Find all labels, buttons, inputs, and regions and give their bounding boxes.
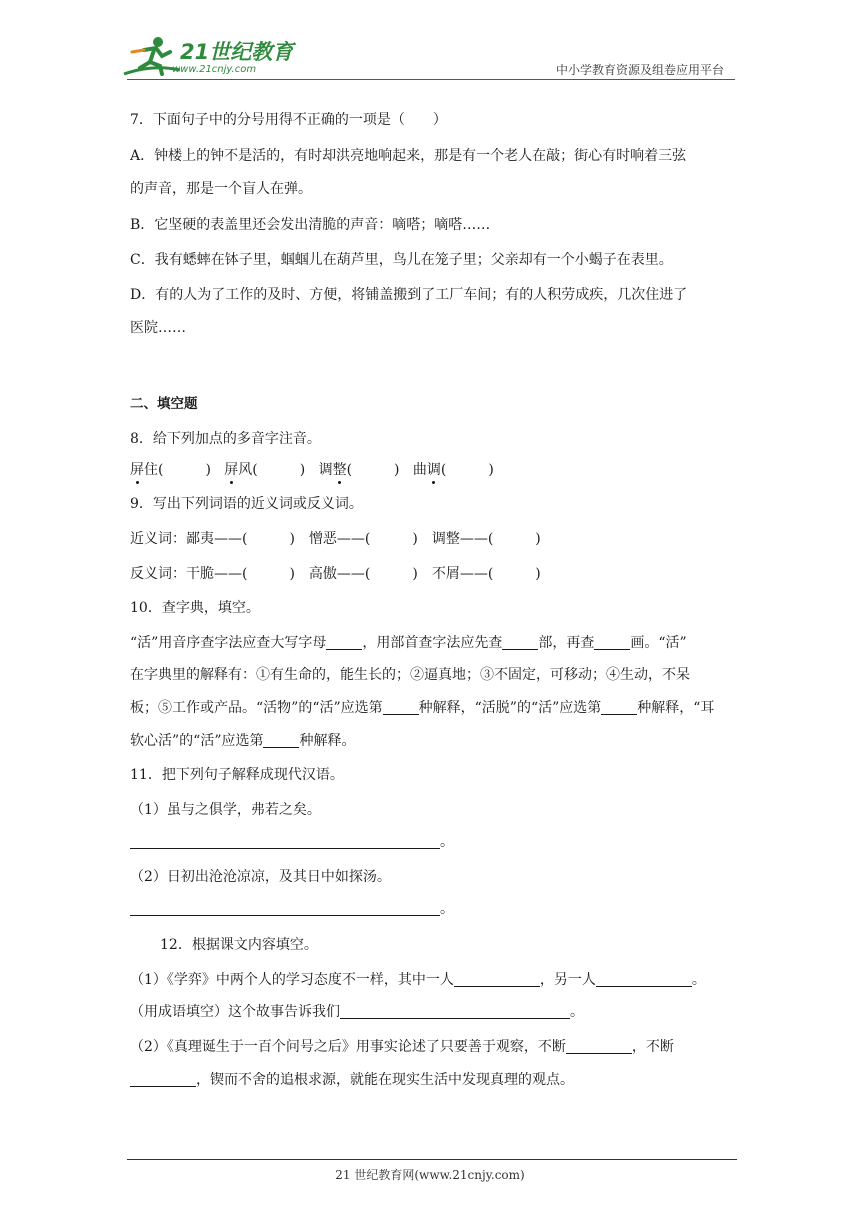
section-title: 二、填空题 (130, 396, 198, 412)
answer-blank[interactable] (263, 732, 299, 748)
q8-item: 曲调( ) (412, 462, 494, 478)
q10-line1: “活”用音序查字法应查大写字母 ，用部首查字法应先查 部，再查 画。“活” (130, 635, 687, 651)
page-header (0, 0, 860, 90)
logo-text: 21世纪教育 (180, 40, 294, 64)
answer-blank[interactable] (130, 1071, 196, 1087)
answer-blank[interactable] (454, 971, 540, 987)
dotted-char: 整 (332, 462, 347, 478)
dotted-char: 调 (426, 462, 441, 478)
q11-sentence2: （2）日初出沧沧凉凉，及其日中如探汤。 (130, 869, 391, 885)
q12-part2-line2: ，锲而不舍的追根求源，就能在现实生活中发现真理的观点。 (130, 1070, 574, 1090)
q7-option-c: C．我有蟋蟀在钵子里，蝈蝈儿在葫芦里，鸟儿在笼子里；父亲却有一个小蝎子在表里。 (130, 252, 673, 268)
q9-synonyms: 近义词：鄙夷——( ) 憎恶——( ) 调整——( ) (130, 531, 541, 547)
q7-option-a-line1: A．钟楼上的钟不是活的，有时却洪亮地响起来，那是有一个老人在敲；街心有时响着三弦 (130, 148, 687, 164)
q12-part1-line1: （1）《学弈》中两个人的学习态度不一样，其中一人 ，另一人 。 (130, 972, 706, 988)
q8-stem: 8．给下列加点的多音字注音。 (130, 431, 321, 447)
answer-blank[interactable] (601, 699, 637, 715)
q10-line4: 软心活”的“活”应选第 种解释。 (130, 733, 356, 749)
answer-blank[interactable] (130, 900, 440, 916)
header-divider (127, 79, 735, 80)
q7-option-a-line2: 的声音，那是一个盲人在弹。 (130, 181, 312, 197)
platform-tagline: 中小学教育资源及组卷应用平台 (555, 63, 724, 77)
answer-blank[interactable] (502, 634, 538, 650)
q7-option-d-line1: D．有的人为了工作的及时、方便，将铺盖搬到了工厂车间；有的人积劳成疾，几次住进了 (130, 287, 688, 303)
dotted-char: 屏 (224, 462, 239, 478)
answer-blank[interactable] (340, 1003, 570, 1019)
q11-answer-line1: 。 (130, 832, 454, 852)
q11-answer-line2: 。 (130, 899, 454, 919)
answer-blank[interactable] (383, 699, 419, 715)
q8-item: 屏风( ) (224, 462, 306, 478)
dotted-char: 屏 (130, 462, 144, 478)
q9-antonyms: 反义词：干脆——( ) 高傲——( ) 不屑——( ) (130, 566, 541, 582)
page-footer: 21 世纪教育网(www.21cnjy.com) (335, 1168, 525, 1182)
q9-stem: 9．写出下列词语的近义词或反义词。 (130, 496, 363, 512)
answer-blank[interactable] (566, 1038, 632, 1054)
q7-stem: 7．下面句子中的分号用得不正确的一项是（ ） (130, 112, 447, 128)
q11-sentence1: （1）虽与之俱学，弗若之矣。 (130, 802, 321, 818)
q8-item: 调整( ) (318, 462, 400, 478)
q12-part2-line1: （2）《真理诞生于一百个问号之后》用事实论述了只要善于观察，不断 ，不断 (130, 1039, 674, 1055)
answer-blank[interactable] (326, 634, 362, 650)
q10-stem: 10．查字典，填空。 (130, 600, 260, 616)
site-logo[interactable] (122, 34, 292, 80)
q11-stem: 11．把下列句子解释成现代汉语。 (130, 767, 344, 783)
q10-line3: 板；⑤工作或产品。“活物”的“活”应选第 种解释，“活脱”的“活”应选第 种解释，“耳 (130, 700, 715, 716)
footer-divider (127, 1159, 737, 1160)
q8-items (130, 460, 494, 480)
logo-url: www.21cnjy.com (172, 64, 257, 75)
answer-blank[interactable] (594, 634, 630, 650)
q7-option-d-line2: 医院…… (130, 320, 186, 336)
q10-line2: 在字典里的解释有：①有生命的，能生长的；②逼真地；③不固定，可移动；④生动，不呆 (130, 667, 690, 683)
answer-blank[interactable] (130, 833, 440, 849)
q12-stem: 12．根据课文内容填空。 (160, 937, 318, 953)
answer-blank[interactable] (596, 971, 692, 987)
q8-item: 屏住( ) (130, 462, 211, 478)
q12-part1-line2: （用成语填空）这个故事告诉我们 。 (130, 1004, 584, 1020)
q7-option-b: B．它坚硬的表盖里还会发出清脆的声音：嘀嗒；嘀嗒…… (130, 217, 491, 233)
